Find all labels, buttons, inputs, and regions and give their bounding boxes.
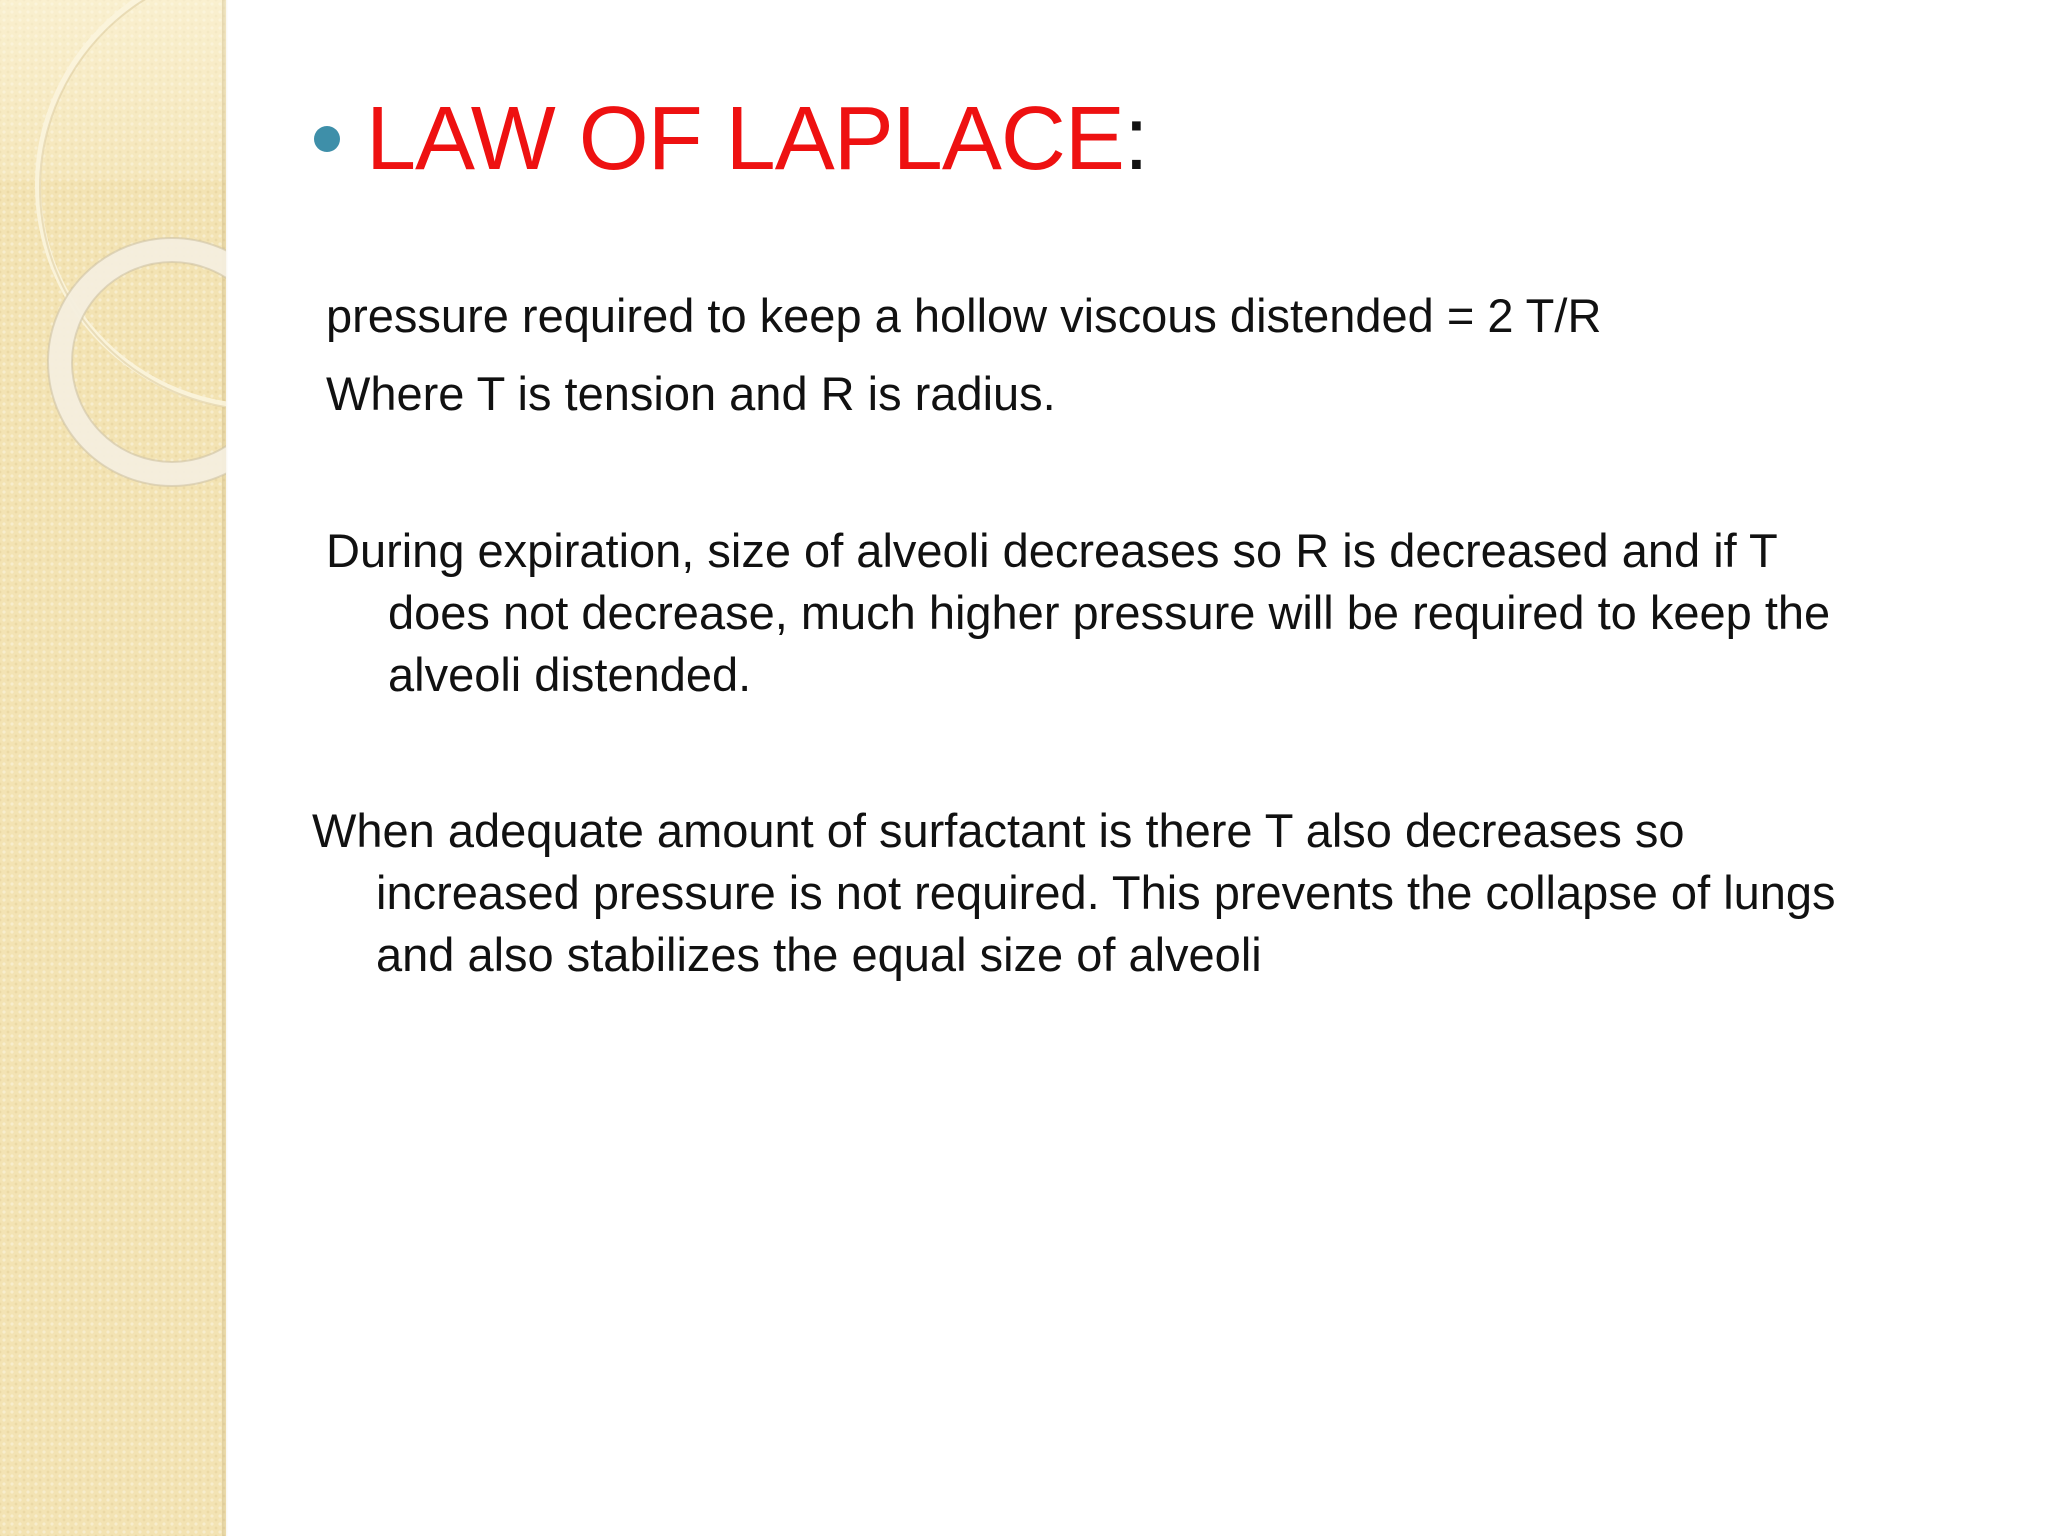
paragraph-line: pressure required to keep a hollow viscous distended = 2 T/R (326, 289, 1602, 342)
paragraph-line: alveoli distended. (388, 648, 752, 701)
paragraph-expiration (326, 520, 2048, 706)
paragraph-line: and also stabilizes the equal size of alveoli (376, 928, 1262, 981)
title-row (314, 84, 1149, 194)
title-colon: : (1123, 89, 1149, 189)
paragraph-line: increased pressure is not required. This prevents the collapse of lungs (376, 866, 1836, 919)
paragraph-line: When adequate amount of surfactant is there T also decreases so (312, 804, 1685, 857)
bullet-icon (314, 126, 340, 152)
paragraph-surfactant (312, 800, 2042, 986)
paragraph-line: Where T is tension and R is radius. (326, 367, 1056, 420)
slide-title: LAW OF LAPLACE (366, 89, 1124, 189)
paragraph-line: does not decrease, much higher pressure will be required to keep the (388, 586, 1831, 639)
paragraph-line: During expiration, size of alveoli decreases so R is decreased and if T (326, 524, 1778, 577)
paragraph-formula (326, 285, 2048, 347)
paragraph-definition (326, 363, 2048, 425)
